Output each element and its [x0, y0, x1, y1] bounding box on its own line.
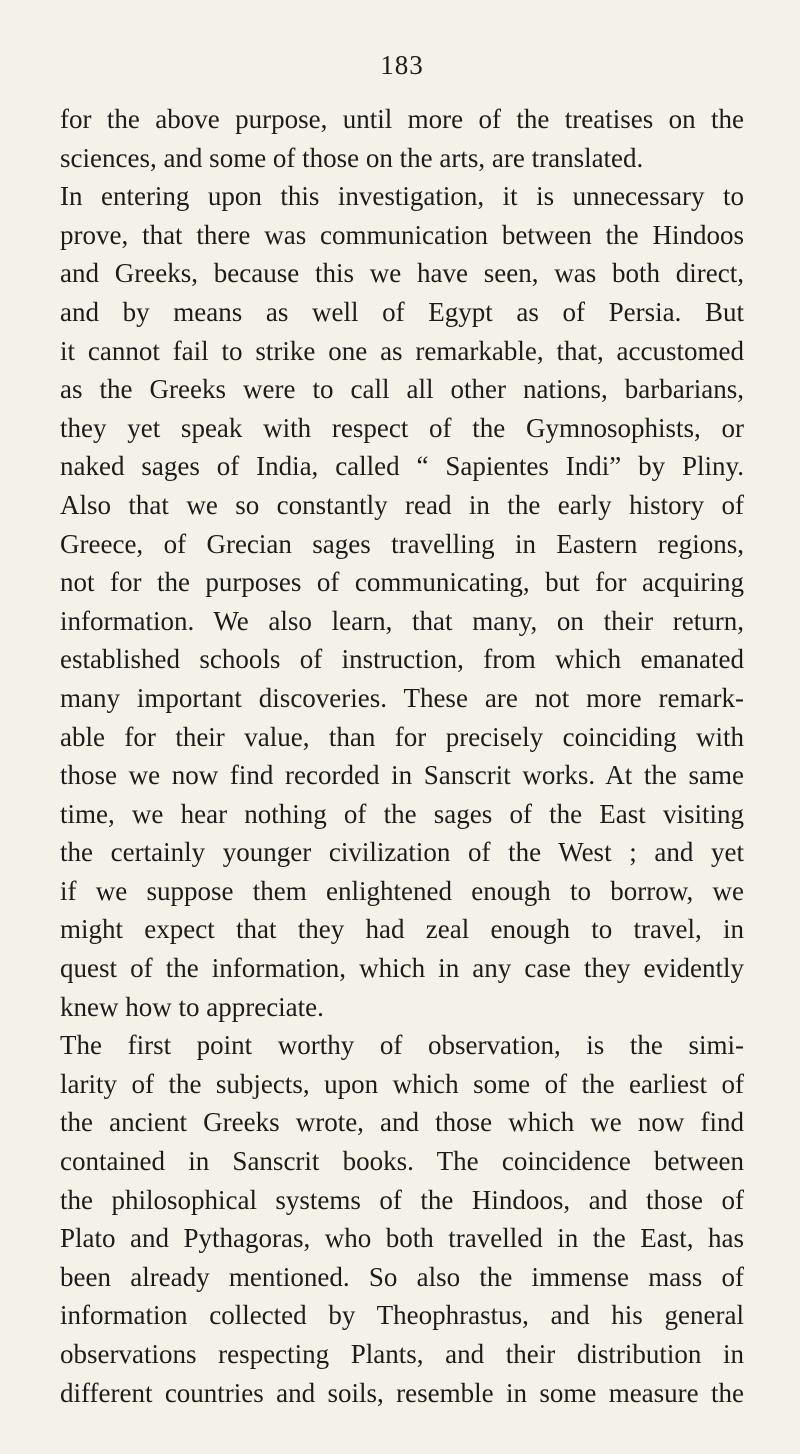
text-line: Greece, of Grecian sages travelling in Eastern regions, [60, 528, 744, 559]
text-line: Plato and Pythagoras, who both travelled in the East, has [60, 1223, 744, 1254]
text-line: not for the purposes of communicating, but for acquiring [60, 567, 744, 598]
paragraph-continuation [60, 100, 744, 177]
text-line: different countries and soils, resemble in some measure the [60, 1377, 744, 1408]
text-line: contained in Sanscrit books. The coincidence between [60, 1146, 744, 1177]
text-line: able for their value, than for precisely coinciding with [60, 721, 744, 752]
paragraph-investigation [60, 177, 744, 1026]
text-line: as the Greeks were to call all other nations, barbarians, [60, 374, 744, 405]
page-number: 183 [380, 50, 424, 80]
text-line: established schools of instruction, from which emanated [60, 644, 744, 675]
text-line: In entering upon this investigation, it is unnecessary to [60, 181, 744, 212]
text-line: prove, that there was communication between the Hindoos [60, 219, 744, 250]
text-line: they yet speak with respect of the Gymnosophists, or [60, 412, 744, 443]
text-line: quest of the information, which in any case they evidently [60, 953, 744, 984]
text-line: many important discoveries. These are not more remark- [60, 682, 744, 713]
text-line: the ancient Greeks wrote, and those which we now find [60, 1107, 744, 1138]
text-line: observations respecting Plants, and their distribution in [60, 1339, 744, 1369]
text-line: information. We also learn, that many, on their return, [60, 605, 744, 636]
paragraph-first-point [60, 1026, 744, 1412]
text-line: been already mentioned. So also the immense mass of [60, 1261, 744, 1292]
text-line: Also that we so constantly read in the early history of [60, 489, 744, 520]
text-line: and by means as well of Egypt as of Persia. But [60, 296, 744, 327]
text-line: and Greeks, because this we have seen, was both direct, [60, 258, 744, 289]
text-line: sciences, and some of those on the arts, are translated. [60, 142, 644, 173]
body-text [60, 100, 744, 1412]
text-line: knew how to appreciate. [60, 991, 324, 1022]
text-line: for the above purpose, until more of the treatises on the [60, 104, 744, 134]
text-line: those we now find recorded in Sanscrit works. At the same [60, 760, 744, 791]
text-line: larity of the subjects, upon which some of the earliest of [60, 1068, 744, 1099]
text-line: information collected by Theophrastus, and his general [60, 1300, 744, 1331]
text-line: if we suppose them enlightened enough to borrow, we [60, 875, 744, 906]
text-line: the certainly younger civilization of the West ; and yet [60, 837, 744, 868]
text-line: naked sages of India, called “ Sapientes Indi” by Pliny. [60, 451, 744, 482]
text-line: time, we hear nothing of the sages of the East visiting [60, 798, 744, 829]
text-line: The first point worthy of observation, is the simi- [60, 1030, 744, 1061]
text-line: the philosophical systems of the Hindoos, and those of [60, 1184, 744, 1215]
text-line: it cannot fail to strike one as remarkable, that, accustomed [60, 335, 744, 366]
text-line: might expect that they had zeal enough to travel, in [60, 914, 744, 945]
